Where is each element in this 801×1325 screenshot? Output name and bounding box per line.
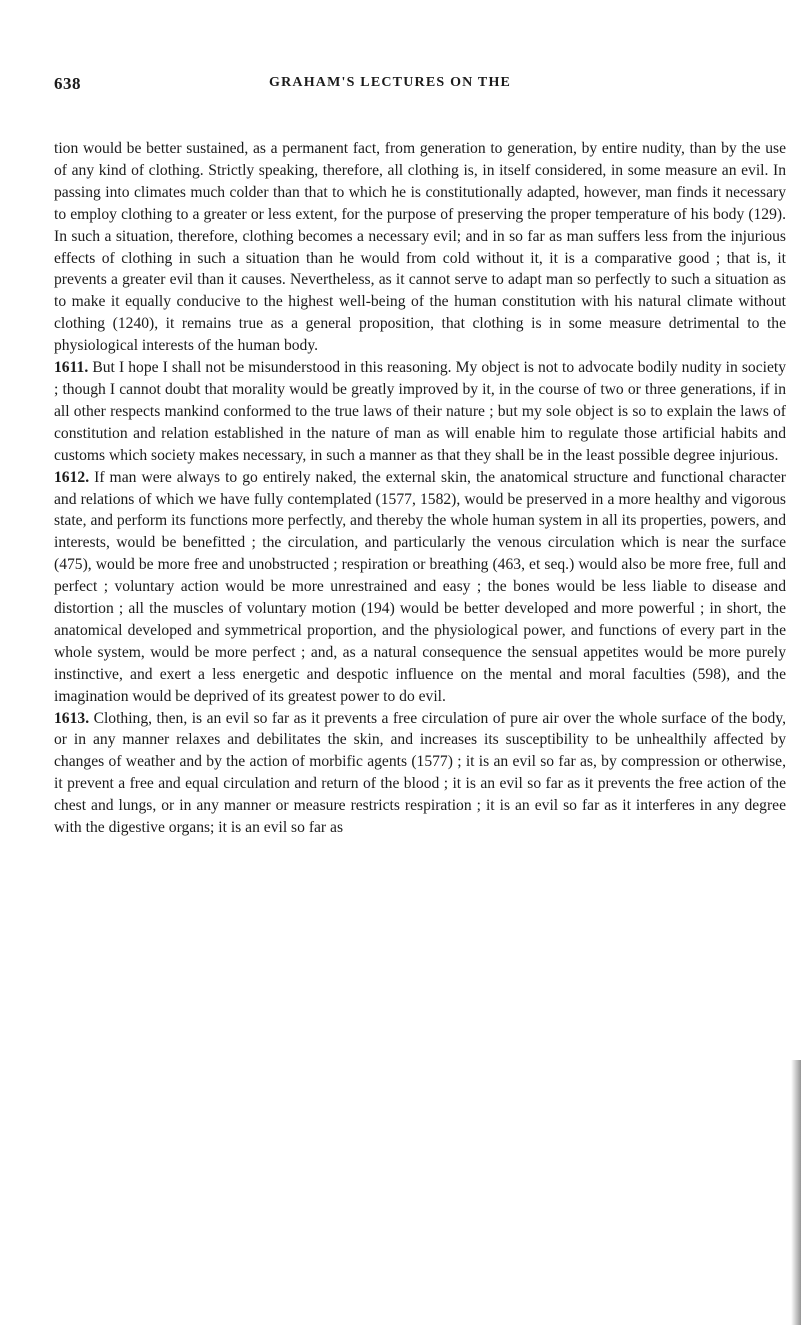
paragraph-number: 1612. [54, 468, 90, 486]
paragraph-text: But I hope I shall not be misunderstood in this reasoning. My object is not to advocate bodily nudity in society ; though I cannot doubt that morality would be greatly improved by it, in the course of two or three generations, if in all other respects mankind conformed to the true laws of their nature ; but my sole object is so to explain the laws of constitution and relation established in the nature of man as will enable him to regulate those artificial habits and customs which society makes necessary, in such a manner as that they shall be in the least possible degree injurious. [54, 359, 786, 464]
page-edge-shadow [791, 1060, 801, 1325]
running-title: GRAHAM'S LECTURES ON THE [269, 75, 512, 90]
paragraph-text: Clothing, then, is an evil so far as it prevents a free circulation of pure air over the whole surface of the body, or in any manner relaxes and debilitates the skin, and increases its susceptibility to be unhealthily affected by changes of weather and by the action of morbific agents (1577) ; it is an evil so far as, by compression or otherwise, it prevent a free and equal circulation and return of the blood ; it is an evil so far as it prevents the free action of the chest and lungs, or in any manner or measure restricts respiration ; it is an evil so far as it interferes in any degree with the digestive organs; it is an evil so far as [54, 709, 786, 837]
running-head [54, 74, 786, 96]
book-page [54, 0, 786, 1325]
paragraph-number: 1611. [54, 359, 89, 377]
paragraph-text: If man were always to go entirely naked, the external skin, the anatomical structure and functional character and relations of which we have fully contemplated (1577, 1582), would be preserved in a more healthy and vigorous state, and perform its functions more perfectly, and thereby the whole human system in all its properties, powers, and interests, would be benefitted ; the circulation, and particularly the venous circulation which is near the surface (475), would be more free and unobstructed ; respiration or breathing (463, et seq.) would also be more free, full and perfect ; voluntary action would be more unrestrained and easy ; the bones would be less liable to disease and distortion ; all the muscles of voluntary motion (194) would be better developed and more powerful ; in short, the anatomical developed and symmetrical proportion, and the physiological power, and functions of every part in the whole system, would be more perfect ; and, as a natural consequence the sensual appetites would be more purely instinctive, and exert a less energetic and despotic influence on the mental and moral faculties (598), and the imagination would be deprived of its greatest power to do evil. [54, 468, 787, 705]
paragraph-number: 1613. [54, 709, 90, 727]
paragraph-1611 [54, 357, 786, 467]
page-number: 638 [54, 74, 81, 93]
paragraph-text: tion would be better sustained, as a permanent fact, from generation to generation, by entire nudity, than by the use of any kind of clothing. Strictly speaking, therefore, all clothing is, in itself considered, in some measure an evil. In passing into climates much colder than that to which he is constitutionally adapted, however, man finds it necessary to employ clothing to a greater or less extent, for the purpose of preserving the proper temperature of his body (129). In such a situation, therefore, clothing becomes a necessary evil; and in so far as man suffers less from the injurious effects of clothing in such a situation than he would from cold without it, it is a comparative good ; that is, it prevents a greater evil than it causes. Nevertheless, as it cannot serve to adapt man so perfectly to such a situation as to make it equally conducive to the highest well-being of the human constitution with his natural climate without clothing (1240), it remains true as a general proposition, that clothing is in some measure detrimental to the physiological interests of the human body. [54, 140, 786, 355]
body-text [54, 138, 786, 839]
paragraph-continued [54, 138, 786, 357]
paragraph-1613 [54, 708, 786, 839]
paragraph-1612 [54, 467, 786, 708]
